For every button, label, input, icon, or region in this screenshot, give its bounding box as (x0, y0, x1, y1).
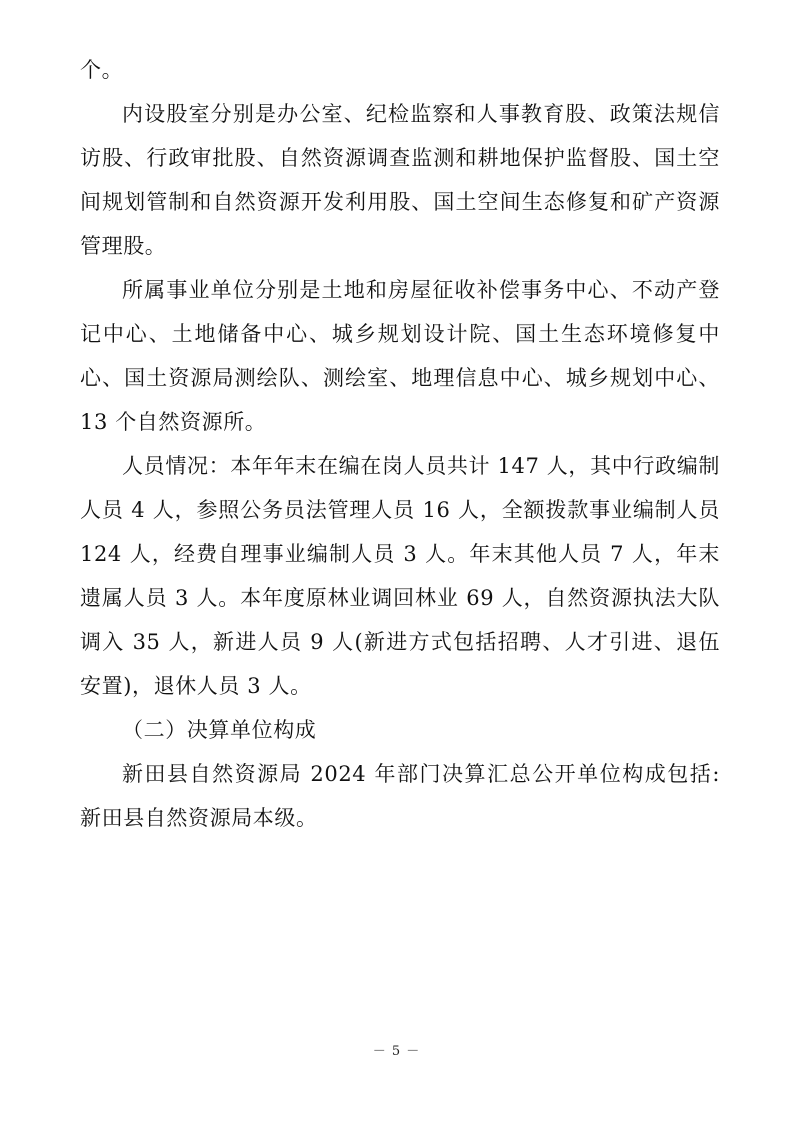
paragraph-staffing: 人员情况：本年年末在编在岗人员共计 147 人，其中行政编制人员 4 人，参照公务员法管理人员 16 人，全额拨款事业编制人员 124 人，经费自理事业编制人员 3 人。年末其他人员 7 人，年末遗属人员 3 人。本年度原林业调回林业 69 人，自然资源执法大队调入 35 人，新进人员 9 人(新进方式包括招聘、人才引进、退伍安置)，退休人员 3 人。 (80, 454, 720, 698)
document-body (80, 48, 720, 840)
continuation-text: 个。 (80, 58, 124, 82)
paragraph-affiliated-units: 所属事业单位分别是土地和房屋征收补偿事务中心、不动产登记中心、土地储备中心、城乡规划设计院、国土生态环境修复中心、国土资源局测绘队、测绘室、地理信息中心、城乡规划中心、13 个自然资源所。 (80, 278, 720, 434)
section-heading: （二）决算单位构成 (122, 718, 317, 742)
paragraph-unit-composition: 新田县自然资源局 2024 年部门决算汇总公开单位构成包括: 新田县自然资源局本级。 (80, 762, 720, 830)
paragraph-internal-departments: 内设股室分别是办公室、纪检监察和人事教育股、政策法规信访股、行政审批股、自然资源调查监测和耕地保护监督股、国土空间规划管制和自然资源开发利用股、国土空间生态修复和矿产资源管理股。 (80, 102, 720, 258)
page-number: － 5 － (372, 1044, 421, 1059)
